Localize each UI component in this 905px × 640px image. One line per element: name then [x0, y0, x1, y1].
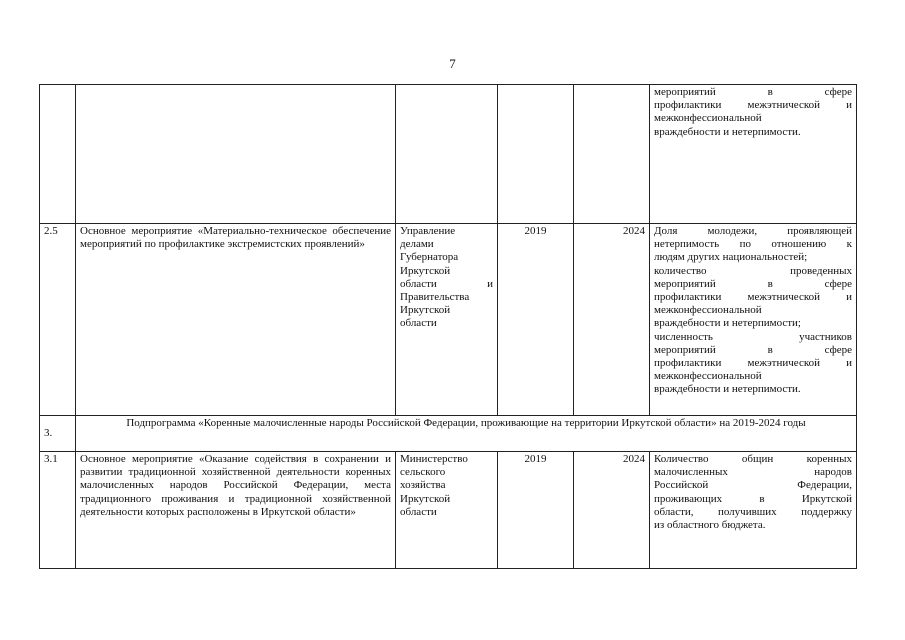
indicator-line: малочисленных народов — [654, 466, 852, 479]
indicator-line: из областного бюджета. — [654, 519, 766, 532]
executor-line: области и — [400, 277, 493, 290]
indicator-line: профилактики межэтнической и — [654, 357, 852, 370]
indicator-line: мероприятий в сфере — [654, 86, 852, 98]
indicator-line: нетерпимость по отношению к — [654, 238, 852, 251]
executor-line: Управление — [400, 225, 456, 237]
row-number: 3.1 — [40, 452, 76, 569]
program-table — [39, 84, 857, 569]
indicator-line: мероприятий в сфере — [654, 343, 852, 356]
executor-line: Губернатора — [400, 251, 459, 264]
indicator-line: межконфессиональной — [654, 370, 762, 383]
indicator-line: мероприятий в сфере — [654, 277, 852, 290]
cell-executor-empty — [396, 85, 498, 224]
indicator-line: области, получивших поддержку — [654, 505, 852, 518]
indicator-line: Российской Федерации, — [654, 479, 852, 492]
table-row-continued — [40, 85, 857, 224]
page-number: 7 — [449, 56, 456, 71]
executor-line: хозяйства — [400, 479, 446, 492]
executor-line: Иркутской — [400, 304, 451, 317]
indicator-line: враждебности и нетерпимости. — [654, 383, 801, 396]
cell-end-empty — [574, 85, 650, 224]
table-row-2-5 — [40, 224, 857, 416]
activity-description: Основное мероприятие «Материально-техническое обеспечение мероприятий по профилактике экстремистских проявлений» — [76, 224, 396, 416]
indicators-cell — [650, 224, 857, 416]
executor-cell — [396, 452, 498, 569]
indicator-line: проживающих в Иркутской — [654, 492, 852, 505]
indicator-line: численность участников — [654, 330, 852, 343]
cell-indicators-continued — [650, 85, 857, 224]
indicator-line: Количество общин коренных — [654, 453, 852, 465]
indicator-line: людям других национальностей; — [654, 251, 808, 264]
executor-line: Министерство — [400, 453, 468, 465]
indicator-line: враждебности и нетерпимости. — [654, 125, 801, 138]
executor-cell — [396, 224, 498, 416]
executor-line: области — [400, 317, 437, 330]
end-year: 2024 — [574, 224, 650, 416]
executor-line: Иркутской — [400, 264, 451, 277]
cell-activity-empty — [76, 85, 396, 224]
table-row-3-1 — [40, 452, 857, 569]
executor-line: Иркутской — [400, 492, 451, 505]
row-number: 2.5 — [40, 224, 76, 416]
table-row-3 — [40, 416, 857, 452]
activity-description: Основное мероприятие «Оказание содействия в сохранении и развитии традиционной хозяйственной деятельности коренных малочисленных народов Российской Федерации, места традиционного проживания и традиционной хозяйственной деятельности которых расположены в Иркутской области» — [76, 452, 396, 569]
row-number: 3. — [40, 416, 76, 452]
indicator-line: профилактики межэтнической и — [654, 99, 852, 112]
indicator-line: Доля молодежи, проявляющей — [654, 225, 852, 237]
indicator-line: межконфессиональной — [654, 304, 762, 317]
end-year: 2024 — [574, 452, 650, 569]
executor-line: Правительства — [400, 291, 470, 304]
start-year: 2019 — [498, 224, 574, 416]
cell-start-empty — [498, 85, 574, 224]
cell-num-empty — [40, 85, 76, 224]
executor-line: сельского — [400, 466, 446, 479]
indicators-cell — [650, 452, 857, 569]
executor-line: делами — [400, 238, 434, 251]
start-year: 2019 — [498, 452, 574, 569]
subprogram-title: Подпрограмма «Коренные малочисленные народы Российской Федерации, проживающие на территории Иркутской области» на 2019-2024 годы — [76, 416, 857, 452]
indicator-line: профилактики межэтнической и — [654, 291, 852, 304]
indicator-line: количество проведенных — [654, 264, 852, 277]
executor-line: области — [400, 505, 437, 518]
indicator-line: враждебности и нетерпимости; — [654, 317, 801, 330]
indicator-line: межконфессиональной — [654, 112, 762, 125]
